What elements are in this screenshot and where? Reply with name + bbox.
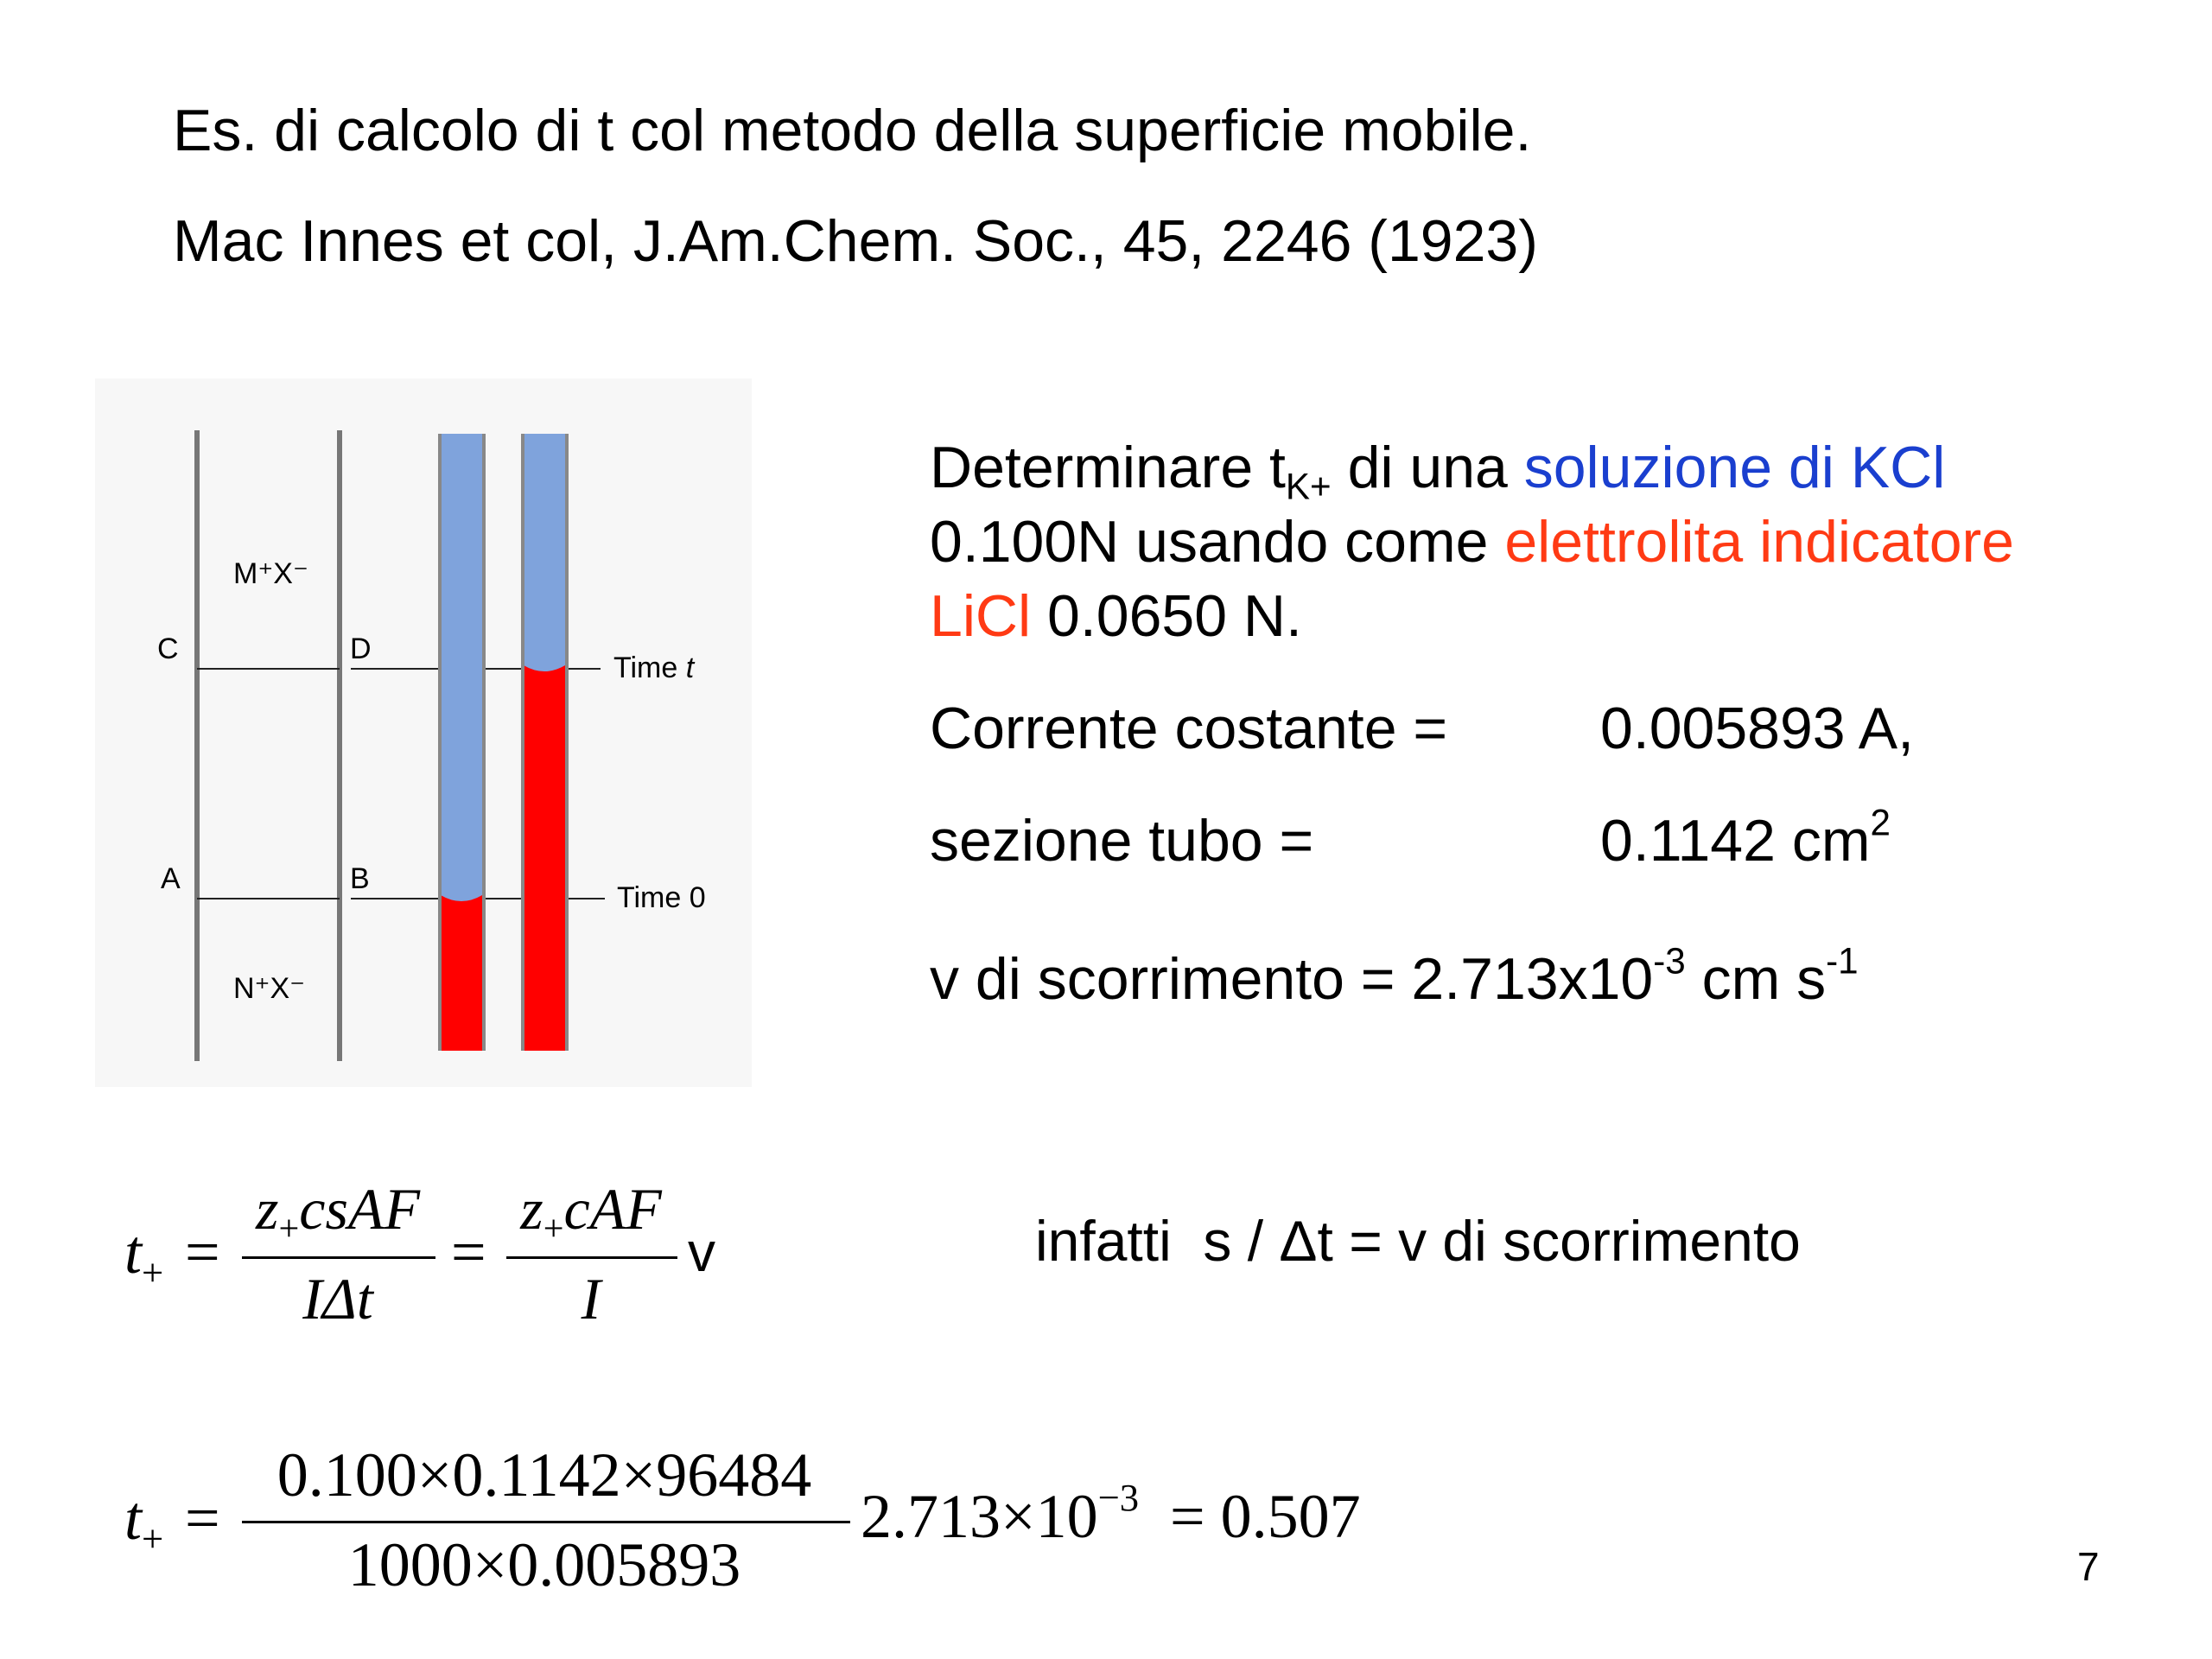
- tube-t-red-solution: [524, 665, 565, 1051]
- formula1-eq-2: =: [451, 1217, 486, 1287]
- tube-0-red-solution: [441, 895, 482, 1051]
- label-b: B: [350, 862, 370, 895]
- slide-title-line-2: Mac Innes et col, J.Am.Chem. Soc., 45, 2246 (1923): [173, 208, 1538, 274]
- moving-boundary-diagram: [95, 378, 752, 1087]
- velocity-line: v di scorrimento = $2.713x10^{-3}$ cm $s^{-1}$: [930, 940, 1859, 1012]
- formula2-lhs: $t_+$: [124, 1484, 164, 1560]
- diagram-svg: [95, 378, 752, 1087]
- section-label: sezione tubo =: [930, 808, 1314, 874]
- formula2-denominator: 1000×0.005893: [347, 1530, 741, 1599]
- section-value: 0.1142 $cm^2$: [1600, 802, 1891, 874]
- tube-t-blue-solution: [524, 434, 565, 672]
- formula1-fraction-bar-1: [242, 1256, 435, 1259]
- current-label: Corrente costante =: [930, 696, 1448, 761]
- label-time-t: Time t: [613, 652, 695, 684]
- tube-0-blue-solution: [441, 434, 482, 902]
- kcl-solution-text: soluzione di KCl: [1523, 435, 1946, 500]
- tube-t-wall-left: [521, 434, 524, 1051]
- formula1-velocity-symbol: v: [688, 1221, 715, 1283]
- indicator-electrolyte-text: elettrolita indicatore: [1504, 509, 2014, 575]
- problem-line-1: Determinare $t_{K+}$ di una soluzione di KCl: [930, 435, 1946, 507]
- formula1-eq-1: =: [185, 1217, 220, 1287]
- page-number: 7: [2077, 1544, 2100, 1589]
- formula1-note: infatti s / Δt = v di scorrimento: [1035, 1209, 1801, 1273]
- label-lower-solution: N⁺X⁻: [233, 972, 306, 1005]
- licl-text: LiCl: [930, 583, 1032, 649]
- problem-line-3: LiCl 0.0650 N.: [930, 583, 1302, 649]
- formula2-result: = 0.507: [1170, 1482, 1361, 1551]
- slide-title-line-1: Es. di calcolo di t col metodo della superficie mobile.: [173, 98, 1532, 163]
- label-time-0: Time 0: [617, 881, 706, 914]
- label-d: D: [350, 632, 372, 665]
- label-a: A: [161, 862, 181, 895]
- label-c: C: [157, 632, 179, 665]
- formula1-numerator-1: $z_+csAF$: [256, 1176, 420, 1249]
- tube-0-wall-left: [438, 434, 442, 1051]
- tube-time-0: [438, 434, 486, 1051]
- formula1-fraction-bar-2: [506, 1256, 677, 1259]
- tube-time-t: [521, 434, 569, 1051]
- tube-0-wall-right: [482, 434, 486, 1051]
- formula2-fraction-bar: [242, 1521, 850, 1523]
- current-value: 0.005893 A,: [1600, 696, 1915, 761]
- problem-line-2: 0.100N usando come elettrolita indicatore: [930, 509, 2014, 575]
- formula1-numerator-2: $z_+cAF$: [520, 1176, 662, 1249]
- formula2-eq: =: [185, 1484, 220, 1553]
- formula1-denominator-1: IΔt: [302, 1266, 373, 1332]
- formula2-numerator: 0.100×0.1142×96484: [276, 1440, 812, 1510]
- formula1-lhs: $t_+$: [124, 1217, 164, 1294]
- formula2-factor: $2.713\times 10^{-3}$: [861, 1475, 1140, 1551]
- tube-t-wall-right: [565, 434, 569, 1051]
- label-upper-solution: M⁺X⁻: [233, 557, 308, 590]
- formula1-denominator-2: I: [581, 1266, 601, 1332]
